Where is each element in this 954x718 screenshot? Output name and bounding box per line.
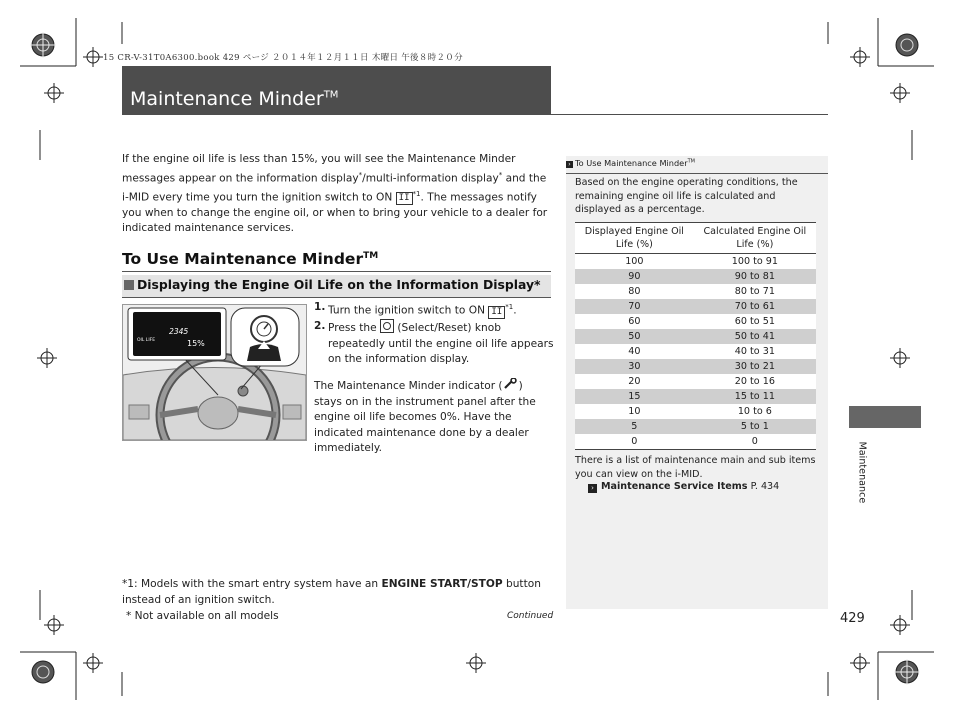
sidebar-heading: › To Use Maintenance Minder™ (566, 158, 695, 168)
table-row (575, 269, 816, 284)
table-cell-calculated: 10 to 6 (737, 406, 772, 417)
display-oil-life-percent: 15% (187, 339, 205, 348)
table-cell-calculated: 40 to 31 (734, 346, 775, 357)
sidebar-intro: Based on the engine operating conditions, the remaining engine oil life is calculated and displayed as a percentage. (575, 177, 798, 216)
ignition-on-key-icon: II (488, 306, 505, 319)
table-row (575, 329, 816, 344)
print-header: 15 CR-V-31T0A6300.book 429 ページ ２０１４年１２月１１日 木曜日 午後８時２０分 (103, 53, 463, 63)
table-cell-calculated: 20 to 16 (734, 376, 775, 387)
table-row (575, 404, 816, 419)
table-cell-displayed: 40 (628, 346, 641, 357)
intro-paragraph: If the engine oil life is less than 15%, you will see the Maintenance Minder messages appear on the information display*/multi-information display* and the i-MID every time you turn the ignition switch to ON II $^{*1}$. The messages notify you when to change the engine oil, or when to bring your vehicle to a dealer for indicated maintenance services. (122, 153, 548, 235)
sidebar-rule (566, 173, 828, 174)
table-cell-displayed: 80 (628, 286, 641, 297)
section-heading: To Use Maintenance Minder™ (122, 250, 379, 268)
title-rule (122, 114, 828, 115)
table-cell-displayed: 0 (575, 434, 694, 450)
select-reset-knob-icon (380, 319, 394, 333)
page-title: Maintenance Minder™ (130, 88, 339, 110)
table-row (575, 419, 816, 434)
ignition-on-key-icon: II (396, 192, 413, 205)
table-header-row (575, 223, 816, 254)
table-header-calculated: Calculated Engine Oil Life (%) (694, 223, 816, 254)
page-number: 429 (840, 611, 865, 626)
table-row (575, 359, 816, 374)
table-cell-calculated: 15 to 11 (694, 389, 816, 404)
table-cell-displayed: 5 (575, 419, 694, 434)
table-cell-calculated: 90 to 81 (694, 269, 816, 284)
footnote-availability: * Not available on all models (126, 610, 279, 622)
indicator-paragraph: The Maintenance Minder indicator ( ) stays on in the instrument panel after the engine oil life becomes 0%. Have the indicated maintenance done by a dealer immediately. (314, 380, 536, 455)
table-row (575, 284, 816, 299)
table-cell-displayed: 30 (575, 359, 694, 374)
table-header-displayed: Displayed Engine Oil Life (%) (575, 223, 694, 254)
table-cell-calculated: 0 (694, 434, 816, 450)
table-cell-calculated: 30 to 21 (694, 359, 816, 374)
table-cell-calculated: 70 to 61 (694, 299, 816, 314)
footnote-smart-entry: *1: Models with the smart entry system have an ENGINE START/STOP button instead of an ignition switch. (122, 578, 541, 606)
dashboard-illustration (122, 304, 307, 441)
table-row (575, 344, 816, 359)
table-cell-displayed: 60 (628, 316, 641, 327)
table-row (575, 374, 816, 389)
table-row (575, 299, 816, 314)
table-cell-calculated: 100 to 91 (731, 256, 778, 267)
maintenance-service-items-link[interactable]: › Maintenance Service Items P. 434 (588, 481, 779, 493)
subheading: Displaying the Engine Oil Life on the Information Display* (137, 277, 541, 292)
steps-list (314, 300, 554, 368)
sidebar-arrow-icon: › (566, 161, 573, 168)
step-2: 2. Press the (Select/Reset) knob repeatedly until the engine oil life appears on the information display. (314, 320, 554, 366)
table-row (575, 434, 816, 450)
continued-label: Continued (507, 611, 554, 621)
step-1: 1. Turn the ignition switch to ON II $^{*1}$. (314, 301, 517, 317)
table-row (575, 254, 816, 270)
table-cell-displayed: 15 (575, 389, 694, 404)
dashboard-drawing (123, 305, 306, 440)
table-cell-calculated: 50 to 41 (694, 329, 816, 344)
section-rule (122, 271, 551, 272)
table-cell-displayed: 50 (575, 329, 694, 344)
display-odometer: 2345 (169, 327, 189, 336)
table-cell-displayed: 90 (575, 269, 694, 284)
table-row (575, 389, 816, 404)
table-cell-displayed: 70 (575, 299, 694, 314)
table-row (575, 314, 816, 329)
link-arrow-icon: › (588, 484, 597, 493)
wrench-icon (503, 378, 519, 395)
table-cell-displayed: 10 (628, 406, 641, 417)
sidebar-note: There is a list of maintenance main and sub items you can view on the i-MID. (575, 455, 816, 480)
table-cell-calculated: 60 to 51 (734, 316, 775, 327)
subheading-square-icon (124, 280, 134, 290)
display-oil-life-label: OIL LIFE (137, 338, 156, 343)
table-cell-calculated: 80 to 71 (734, 286, 775, 297)
table-cell-displayed: 20 (628, 376, 641, 387)
oil-life-table (575, 222, 816, 450)
table-cell-calculated: 5 to 1 (694, 419, 816, 434)
chapter-tab (849, 406, 921, 428)
table-cell-displayed: 100 (625, 256, 644, 267)
chapter-tab-label: Maintenance (856, 441, 868, 504)
